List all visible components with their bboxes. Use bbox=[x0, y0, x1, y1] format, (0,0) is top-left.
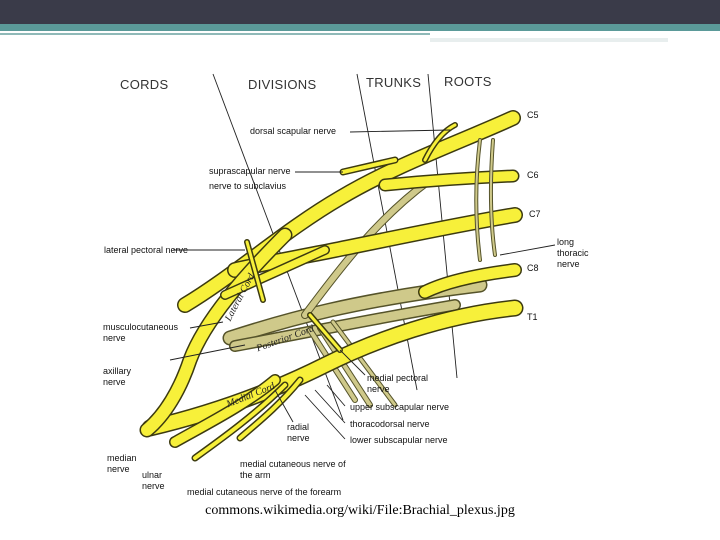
slide-accent-bar bbox=[0, 24, 720, 31]
lower-subscapular-label: lower subscapular nerve bbox=[350, 435, 448, 445]
slide-accent-line bbox=[0, 33, 430, 35]
long-thoracic-nerve bbox=[476, 140, 495, 260]
lateral-cord-label: Lateral Cord bbox=[223, 271, 258, 324]
posterior-cord bbox=[230, 180, 480, 405]
suprascapular-label: suprascapular nerve bbox=[209, 166, 291, 176]
thoracodorsal-label: thoracodorsal nerve bbox=[350, 419, 430, 429]
root-c6-label: C6 bbox=[527, 170, 539, 180]
slide-accent-line-right bbox=[430, 38, 668, 42]
upper-subscapular-label: upper subscapular nerve bbox=[350, 402, 450, 412]
medial-cord-label: Medial Cord bbox=[225, 380, 277, 411]
root-c8-label: C8 bbox=[527, 263, 539, 273]
root-c7-label: C7 bbox=[529, 209, 541, 219]
root-c5-label: C5 bbox=[527, 110, 539, 120]
medial-cutaneous-arm-label: medial cutaneous nerve of the arm bbox=[240, 459, 346, 480]
posterior-cord-label: Posterior Cord bbox=[255, 323, 316, 355]
slide-top-bar bbox=[0, 0, 720, 24]
heading-cords: CORDS bbox=[120, 77, 169, 92]
heading-roots: ROOTS bbox=[444, 74, 492, 89]
brachial-plexus-diagram bbox=[95, 60, 590, 500]
heading-divisions: DIVISIONS bbox=[248, 77, 317, 92]
medial-cutaneous-forearm-label: medial cutaneous nerve of the forearm bbox=[187, 487, 342, 497]
median-label: median nerve bbox=[107, 453, 137, 474]
root-t1-label: T1 bbox=[527, 312, 538, 322]
medial-pectoral-label: medial pectoral nerve bbox=[367, 373, 429, 394]
musculocutaneous-label: musculocutaneous nerve bbox=[103, 322, 179, 343]
heading-trunks: TRUNKS bbox=[366, 75, 422, 90]
lateral-pectoral-label: lateral pectoral nerve bbox=[104, 245, 189, 255]
axillary-label: axillary nerve bbox=[103, 366, 132, 387]
brachial-plexus-drawing bbox=[95, 60, 590, 500]
ulnar-label: ulnar nerve bbox=[142, 470, 165, 491]
subclavius-label: nerve to subclavius bbox=[209, 181, 287, 191]
radial-label: radial nerve bbox=[287, 422, 310, 443]
long-thoracic-label: long thoracic nerve bbox=[557, 237, 589, 269]
image-source-caption: commons.wikimedia.org/wiki/File:Brachial_plexus.jpg bbox=[205, 503, 515, 518]
dorsal-scapular-label: dorsal scapular nerve bbox=[250, 126, 337, 136]
